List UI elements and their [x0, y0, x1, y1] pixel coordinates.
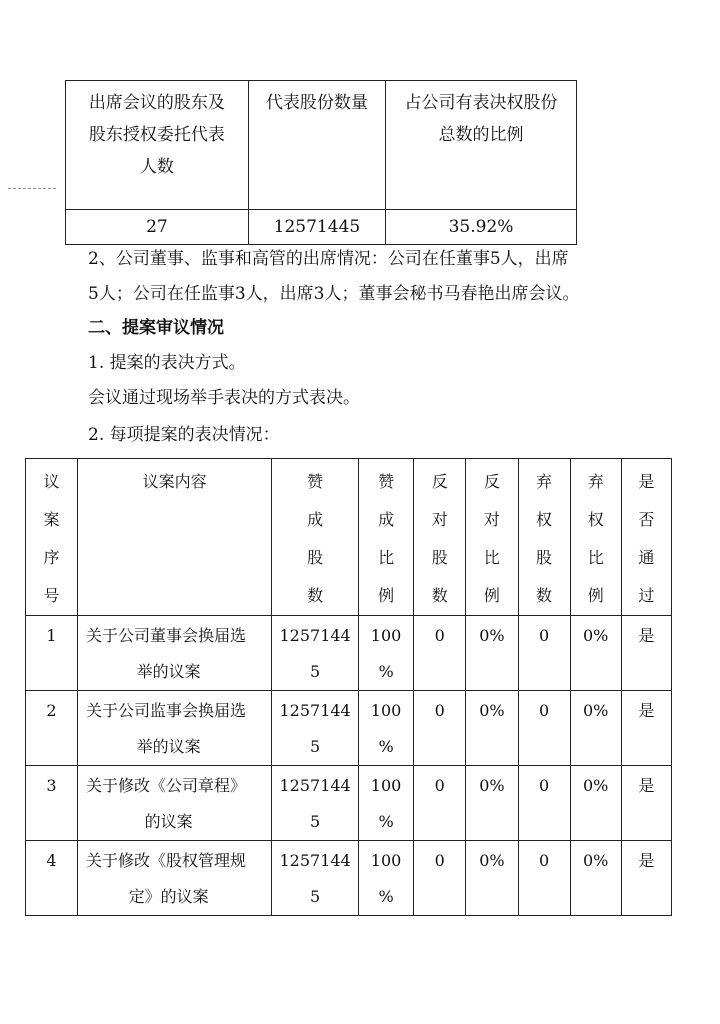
header-attendees [66, 81, 249, 210]
cell-proposal-content-line: 举的议案 [136, 737, 201, 756]
cell-for-shares [272, 766, 359, 841]
header-char: 权 [587, 510, 604, 529]
cell-proposal-content-line: 关于公司监事会换届选 [86, 701, 247, 720]
header-cell [518, 459, 570, 616]
header-char: 成 [307, 510, 324, 529]
header-char: 数 [431, 586, 448, 605]
vote-header-row [26, 459, 672, 616]
header-char: 对 [431, 510, 448, 529]
cell-passed: 是 [621, 616, 671, 691]
cell-for-shares-line: 1257144 [279, 701, 351, 720]
header-char: 序 [43, 548, 60, 567]
cell-against-ratio: 0% [466, 841, 518, 916]
cell-proposal-content [78, 616, 272, 691]
section-title: 二、提案审议情况 [88, 318, 224, 338]
header-cell [272, 459, 359, 616]
cell-for-ratio-line: 100 [370, 776, 402, 795]
vote-row [26, 616, 672, 691]
header-char: 权 [536, 510, 553, 529]
cell-for-ratio-line: % [378, 887, 394, 906]
cell-abstain-ratio: 0% [570, 766, 621, 841]
value-ratio: 35.92% [386, 210, 577, 245]
cell-abstain-shares: 0 [518, 691, 570, 766]
header-ratio-text: 占公司有表决权股份总数的比例 [404, 93, 558, 145]
cell-passed: 是 [621, 766, 671, 841]
cell-for-shares-line: 1257144 [279, 851, 351, 870]
header-char: 否 [638, 510, 655, 529]
header-char: 议 [43, 472, 60, 491]
item-heading: 2. 每项提案的表决情况： [88, 425, 280, 445]
vote-table [25, 458, 672, 916]
header-char: 比 [587, 548, 604, 567]
header-char: 数 [307, 586, 324, 605]
item-text: 会议通过现场举手表决的方式表决。 [88, 388, 360, 408]
cell-for-ratio-line: 100 [370, 701, 402, 720]
value-attendees: 27 [66, 210, 249, 245]
cell-proposal-content [78, 691, 272, 766]
header-char: 例 [378, 586, 395, 605]
cell-passed: 是 [621, 841, 671, 916]
cell-abstain-shares: 0 [518, 616, 570, 691]
cell-abstain-ratio: 0% [570, 841, 621, 916]
header-attendees-text: 出席会议的股东及股东授权委托代表人数 [88, 93, 225, 177]
cell-for-ratio-line: 100 [370, 626, 402, 645]
cell-proposal-content-line: 定》的议案 [128, 887, 209, 906]
header-char: 过 [638, 586, 655, 605]
cell-proposal-content-line: 的议案 [144, 812, 193, 831]
cell-abstain-shares: 0 [518, 766, 570, 841]
cell-for-shares [272, 691, 359, 766]
header-cell [466, 459, 518, 616]
margin-mark [8, 188, 56, 189]
cell-for-ratio-line: % [378, 812, 394, 831]
cell-for-shares-line: 5 [310, 662, 321, 681]
header-cell [358, 459, 413, 616]
header-char: 反 [483, 472, 500, 491]
cell-proposal-content [78, 766, 272, 841]
header-char: 赞 [307, 472, 324, 491]
header-char: 股 [307, 548, 324, 567]
cell-against-shares: 0 [414, 766, 466, 841]
header-shares: 代表股份数量 [248, 81, 385, 210]
attendance-table [65, 80, 577, 245]
cell-for-shares-line: 5 [310, 812, 321, 831]
vote-row [26, 841, 672, 916]
cell-for-ratio [358, 691, 413, 766]
header-char: 例 [483, 586, 500, 605]
cell-for-ratio [358, 841, 413, 916]
cell-proposal-content [78, 841, 272, 916]
attendance-value-row [66, 210, 577, 245]
cell-proposal-no: 2 [26, 691, 78, 766]
header-char: 反 [431, 472, 448, 491]
paragraph-line: 5人；公司在任监事3人，出席3人；董事会秘书马春艳出席会议。 [88, 284, 580, 304]
header-char: 成 [378, 510, 395, 529]
cell-against-shares: 0 [414, 616, 466, 691]
vote-row [26, 691, 672, 766]
cell-for-shares [272, 616, 359, 691]
header-char: 例 [587, 586, 604, 605]
header-ratio [386, 81, 577, 210]
value-shares: 12571445 [248, 210, 385, 245]
cell-passed: 是 [621, 691, 671, 766]
header-char: 赞 [378, 472, 395, 491]
cell-for-shares-line: 1257144 [279, 776, 351, 795]
cell-for-shares-line: 5 [310, 887, 321, 906]
cell-against-ratio: 0% [466, 691, 518, 766]
cell-for-ratio-line: % [378, 737, 394, 756]
item-heading: 1. 提案的表决方式。 [88, 353, 246, 373]
cell-against-ratio: 0% [466, 616, 518, 691]
cell-for-ratio-line: % [378, 662, 394, 681]
header-cell [621, 459, 671, 616]
header-cell [570, 459, 621, 616]
cell-proposal-content-line: 关于修改《股权管理规 [86, 851, 247, 870]
vote-row [26, 766, 672, 841]
header-char: 号 [43, 586, 60, 605]
cell-abstain-shares: 0 [518, 841, 570, 916]
cell-abstain-ratio: 0% [570, 616, 621, 691]
header-char: 股 [431, 548, 448, 567]
header-char: 数 [536, 586, 553, 605]
header-char: 股 [536, 548, 553, 567]
cell-proposal-no: 1 [26, 616, 78, 691]
cell-against-ratio: 0% [466, 766, 518, 841]
cell-proposal-content-line: 举的议案 [136, 662, 201, 681]
header-cell: 议案内容 [78, 459, 272, 616]
header-cell [26, 459, 78, 616]
header-cell [414, 459, 466, 616]
cell-for-ratio [358, 616, 413, 691]
cell-for-shares [272, 841, 359, 916]
header-char: 比 [378, 548, 395, 567]
cell-proposal-content-line: 关于修改《公司章程》 [86, 776, 247, 795]
cell-for-shares-line: 5 [310, 737, 321, 756]
header-char: 对 [483, 510, 500, 529]
cell-for-shares-line: 1257144 [279, 626, 351, 645]
header-char: 通 [638, 548, 655, 567]
cell-for-ratio-line: 100 [370, 851, 402, 870]
header-char: 弃 [587, 472, 604, 491]
header-char: 弃 [536, 472, 553, 491]
cell-against-shares: 0 [414, 691, 466, 766]
header-char: 是 [638, 472, 655, 491]
cell-for-ratio [358, 766, 413, 841]
cell-proposal-no: 3 [26, 766, 78, 841]
header-char: 比 [483, 548, 500, 567]
cell-proposal-no: 4 [26, 841, 78, 916]
header-char: 案 [43, 510, 60, 529]
attendance-header-row [66, 81, 577, 210]
cell-proposal-content-line: 关于公司董事会换届选 [86, 626, 247, 645]
paragraph-line: 2、公司董事、监事和高管的出席情况：公司在任董事5人，出席 [88, 249, 569, 269]
cell-against-shares: 0 [414, 841, 466, 916]
cell-abstain-ratio: 0% [570, 691, 621, 766]
